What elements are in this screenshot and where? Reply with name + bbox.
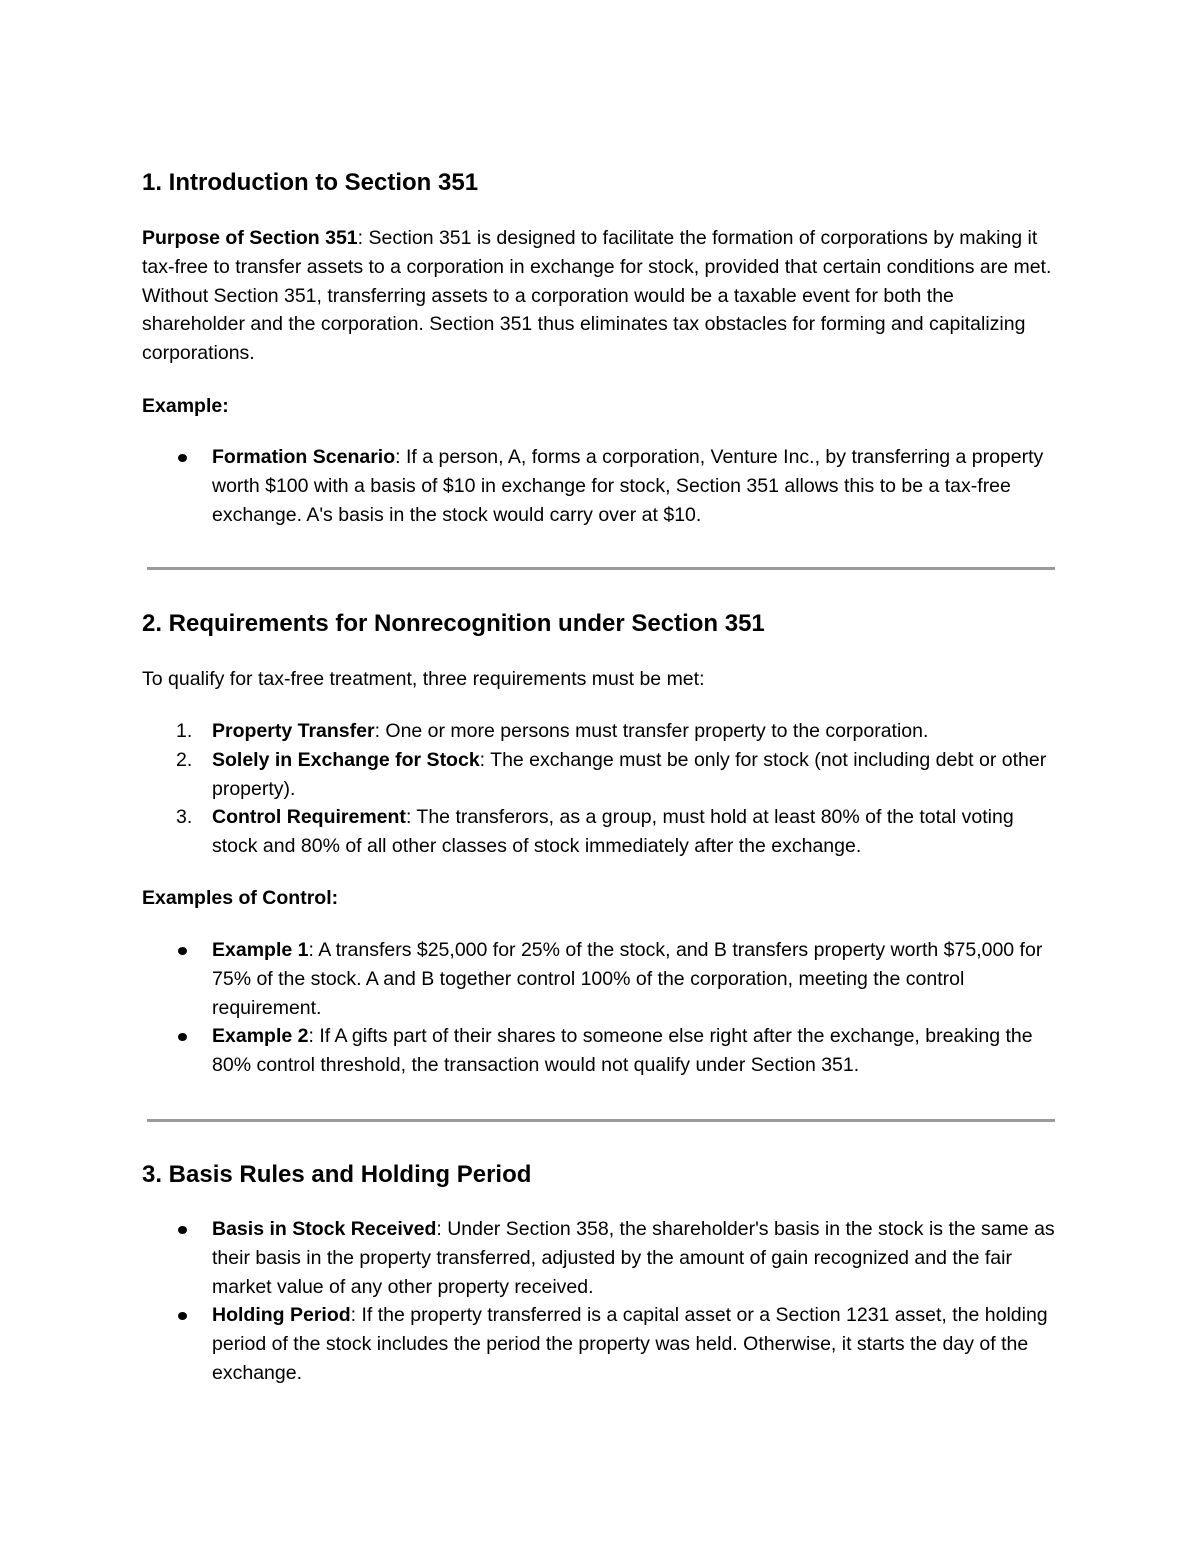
bullet-label: Holding Period xyxy=(212,1304,351,1327)
section-2-bullet-list xyxy=(142,936,1057,1080)
list-item xyxy=(142,717,1057,746)
section-divider xyxy=(147,1119,1055,1122)
bullet-icon xyxy=(178,1226,187,1234)
section-3-heading: 3. Basis Rules and Holding Period xyxy=(142,1161,532,1188)
section-divider xyxy=(147,567,1055,570)
requirement-label: Control Requirement xyxy=(212,806,406,829)
bullet-text: : If a person, A, forms a corporation, Venture Inc., by transferring a property worth $100 with a basis of $10 in exchange for stock, Section 351 allows this to be a tax-free exchange. A's basis in the stock would carry over at $10. xyxy=(212,446,1044,526)
bullet-icon xyxy=(178,454,187,462)
section-1-purpose-paragraph xyxy=(142,224,1057,368)
bullet-label: Formation Scenario xyxy=(212,446,396,468)
list-item xyxy=(142,1215,1057,1301)
examples-of-control-label: Examples of Control: xyxy=(142,887,339,909)
list-number: 2. xyxy=(176,748,193,771)
bullet-text: : A transfers $25,000 for 25% of the stock, and B transfers property worth $75,000 for 75% of the stock. A and B together control 100% of the corporation, meeting the control requirement. xyxy=(212,939,1043,1019)
list-item xyxy=(142,443,1057,529)
example-label: Example: xyxy=(142,395,229,417)
bullet-icon xyxy=(178,1312,187,1320)
list-item xyxy=(142,746,1057,804)
requirements-list xyxy=(142,717,1057,861)
bullet-label: Example 1 xyxy=(212,939,309,961)
bullet-icon xyxy=(178,1033,187,1041)
section-1-bullet-list xyxy=(142,443,1057,529)
bullet-text: : If A gifts part of their shares to someone else right after the exchange, breaking the 80% control threshold, the transaction would not qualify under Section 351. xyxy=(212,1025,1033,1077)
section-3-bullet-list xyxy=(142,1215,1057,1388)
requirement-label: Property Transfer xyxy=(212,720,375,742)
bullet-label: Basis in Stock Received xyxy=(212,1218,437,1240)
requirement-text: : The transferors, as a group, must hold at least 80% of the total voting stock and 80% of all other classes of stock immediately after the exchange. xyxy=(212,806,1014,858)
bullet-text: : Under Section 358, the shareholder's basis in the stock is the same as their basis in the property transferred, adjusted by the amount of gain recognized and the fair market value of any other property received. xyxy=(212,1218,1055,1298)
list-item xyxy=(142,936,1057,1022)
list-item xyxy=(142,1301,1057,1387)
section-1-heading: 1. Introduction to Section 351 xyxy=(142,169,479,196)
bullet-icon xyxy=(178,947,187,955)
requirement-text: : One or more persons must transfer property to the corporation. xyxy=(374,720,929,742)
bullet-label: Example 2 xyxy=(212,1025,309,1048)
purpose-label: Purpose of Section 351 xyxy=(142,227,358,249)
list-item xyxy=(142,1022,1057,1080)
requirement-label: Solely in Exchange for Stock xyxy=(212,748,480,771)
list-item xyxy=(142,803,1057,861)
requirement-text: : The exchange must be only for stock (not including debt or other property). xyxy=(212,748,1047,800)
section-2-intro: To qualify for tax-free treatment, three requirements must be met: xyxy=(142,668,705,690)
list-number: 3. xyxy=(176,806,193,829)
section-2-heading: 2. Requirements for Nonrecognition under Section 351 xyxy=(142,610,765,637)
purpose-text: : Section 351 is designed to facilitate the formation of corporations by making it tax-free to transfer assets to a corporation in exchange for stock, provided that certain conditions are met. Without Section 351, transferring assets to a corporation would be a taxable event for both the shareholder and the corporation. Section 351 thus eliminates tax obstacles for forming and capitalizing corporations. xyxy=(142,227,1052,365)
bullet-text: : If the property transferred is a capital asset or a Section 1231 asset, the holding period of the stock includes the period the property was held. Otherwise, it starts the day of the exchange. xyxy=(212,1304,1048,1384)
list-number: 1. xyxy=(176,720,193,742)
